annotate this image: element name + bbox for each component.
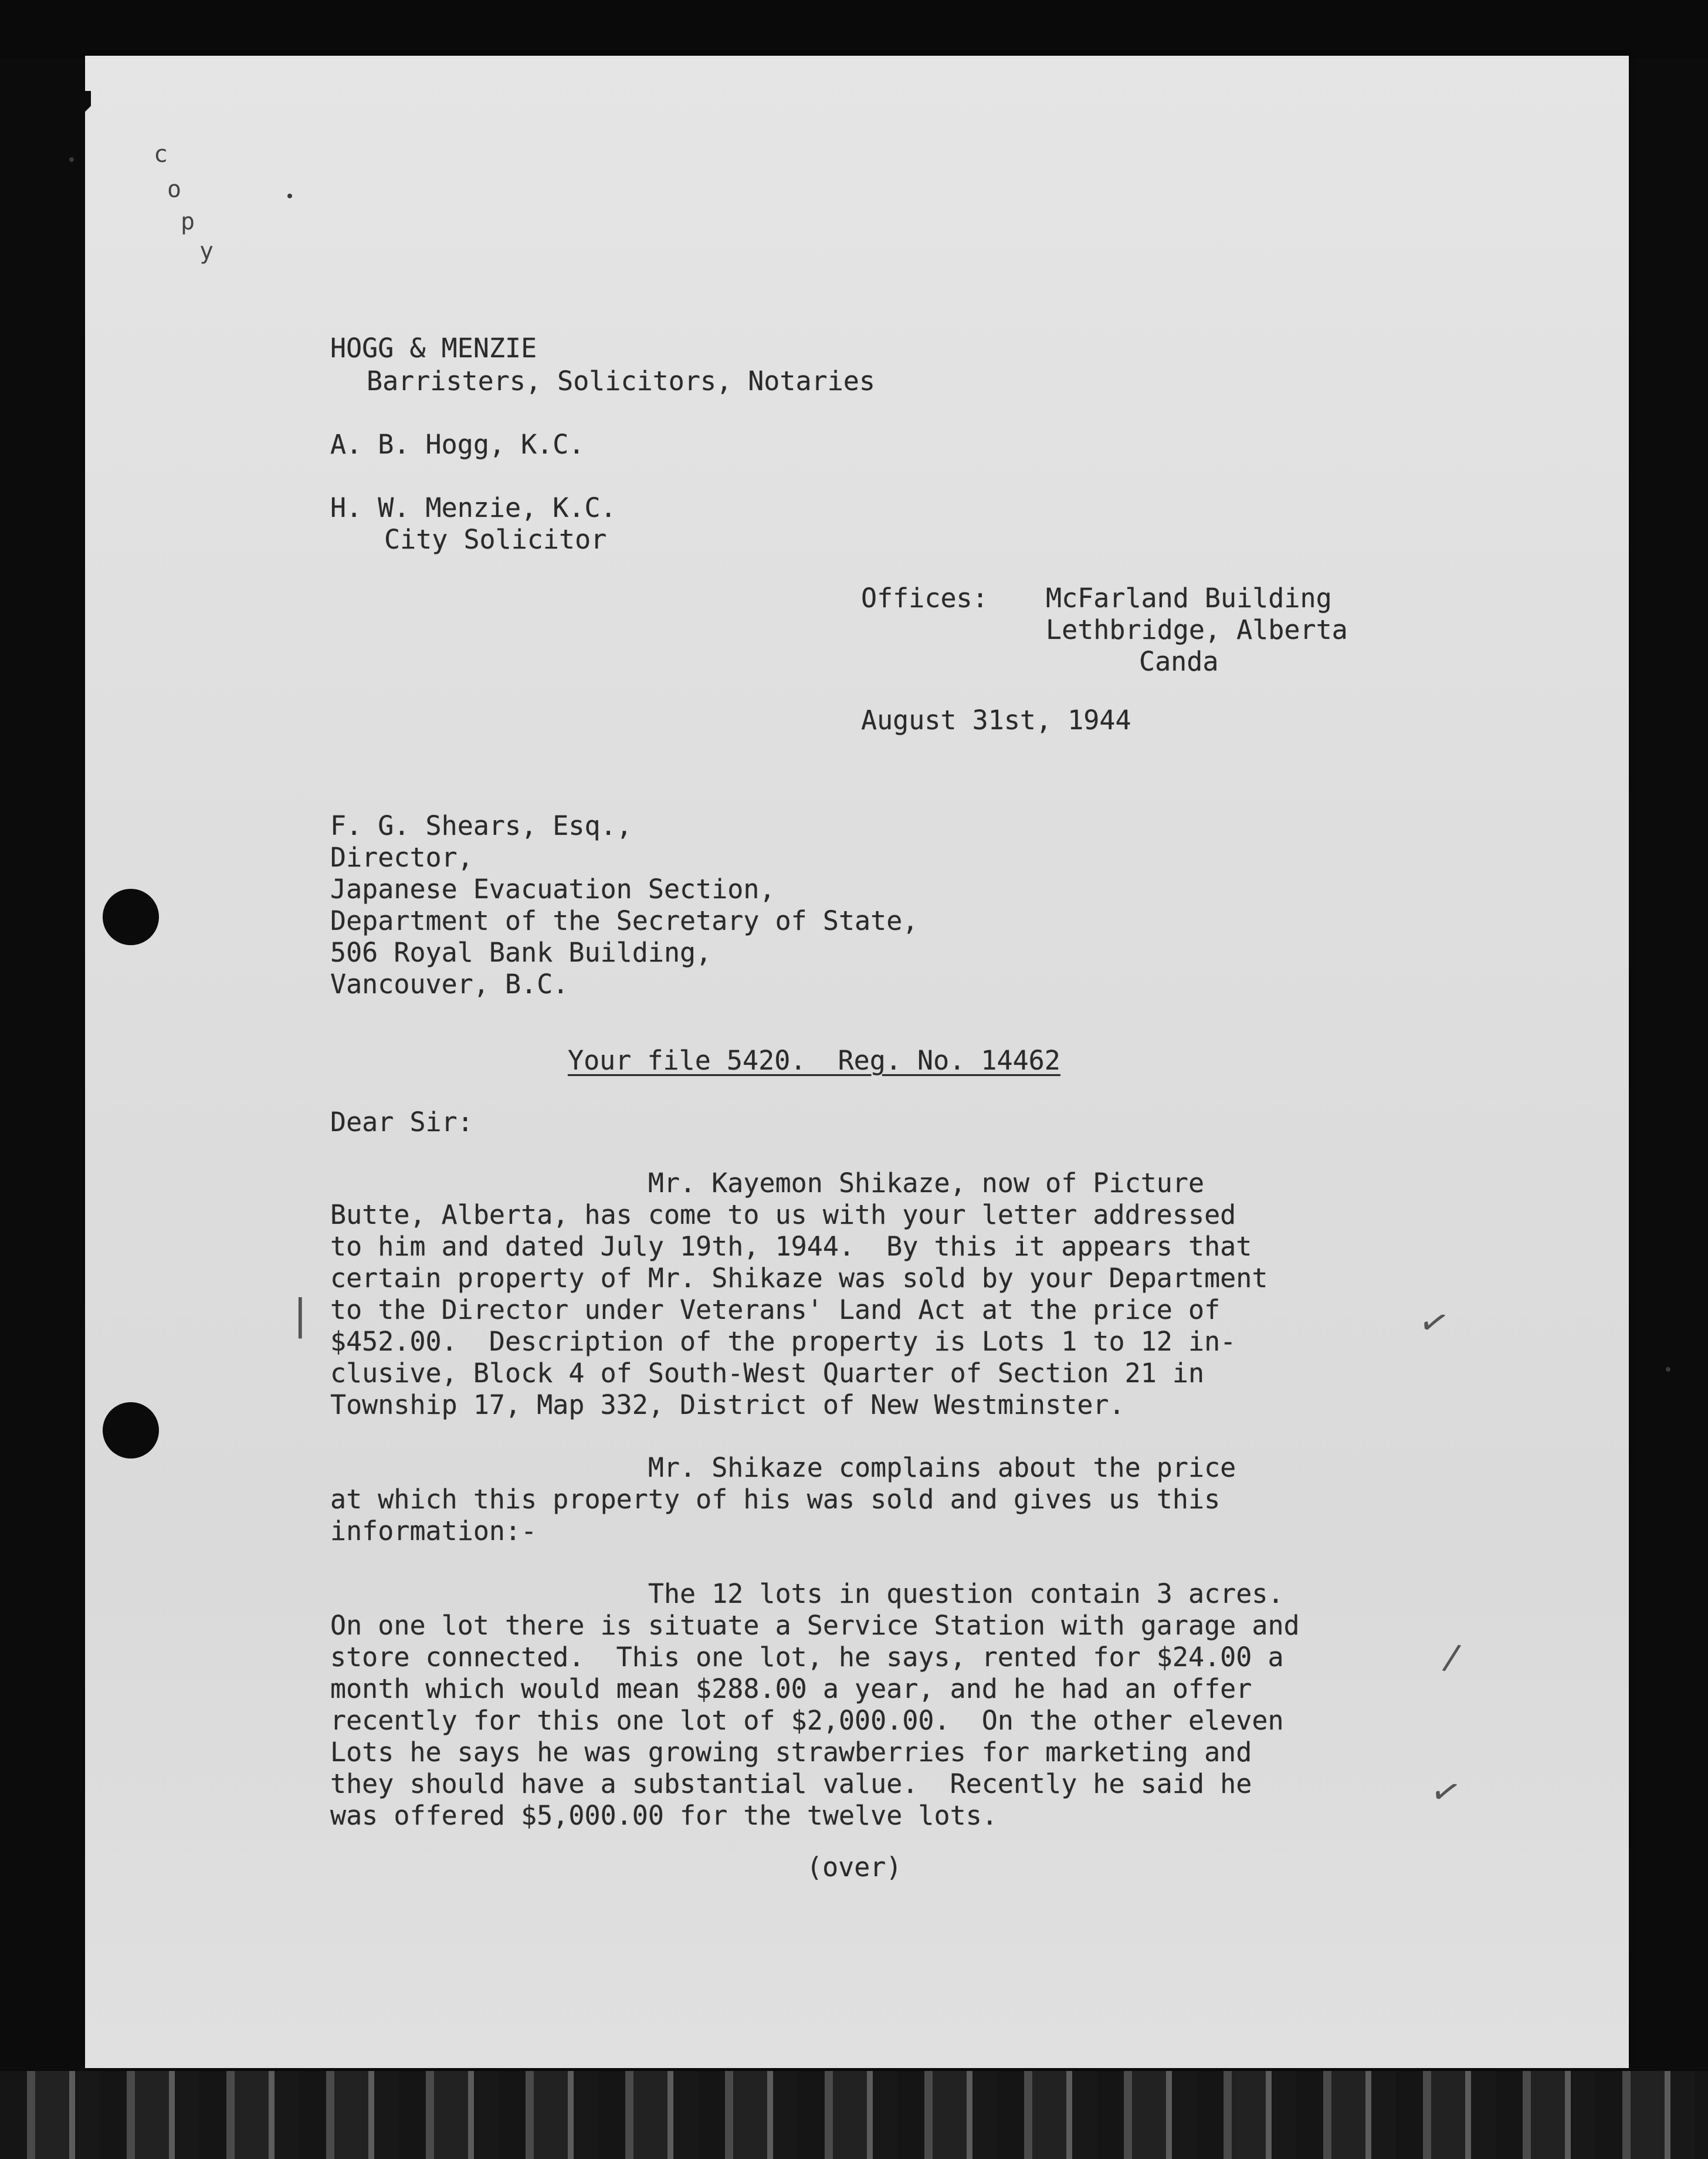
paragraph-1-line-5: to the Director under Veterans' Land Act at the price of [330, 1294, 1221, 1325]
speck [287, 194, 292, 198]
paragraph-1-line-7: clusive, Block 4 of South-West Quarter of Section 21 in [330, 1358, 1205, 1389]
speck [1666, 1367, 1670, 1372]
paragraph-1-line-1: Mr. Kayemon Shikaze, now of Picture [330, 1168, 1205, 1199]
over-note: (over) [806, 1852, 902, 1883]
paragraph-3-line-4: month which would mean $288.00 a year, and he had an offer [330, 1673, 1252, 1704]
salutation: Dear Sir: [330, 1106, 473, 1138]
paragraph-3-line-2: On one lot there is situate a Service Station with garage and [330, 1610, 1300, 1641]
letter-date: August 31st, 1944 [861, 705, 1131, 736]
paragraph-3-line-6: Lots he says he was growing strawberries for marketing and [330, 1737, 1252, 1768]
check-mark-2: / [1441, 1636, 1463, 1679]
paragraph-2-line-1: Mr. Shikaze complains about the price [330, 1452, 1236, 1483]
paragraph-2-line-2: at which this property of his was sold and gives us this [330, 1484, 1221, 1515]
file-reference: Your file 5420. Reg. No. 14462 [568, 1045, 1060, 1076]
check-mark-3: ✓ [1426, 1768, 1466, 1816]
offices-label: Offices: [861, 583, 988, 614]
offices-city: Lethbridge, Alberta [1046, 614, 1348, 645]
partner-menzie-title: City Solicitor [384, 524, 607, 555]
film-border-top [0, 0, 1708, 59]
paragraph-1-line-4: certain property of Mr. Shikaze was sold by your Department [330, 1263, 1268, 1294]
recipient-building: 506 Royal Bank Building, [330, 937, 712, 968]
copy-mark-y: y [199, 238, 214, 265]
paragraph-3-line-8: was offered $5,000.00 for the twelve lots. [330, 1800, 998, 1831]
punch-hole-bottom [103, 1402, 159, 1458]
film-border-bottom [0, 2071, 1708, 2159]
check-mark-1: ✓ [1414, 1299, 1454, 1347]
recipient-name: F. G. Shears, Esq., [330, 810, 632, 841]
firm-name: HOGG & MENZIE [330, 333, 537, 364]
recipient-section: Japanese Evacuation Section, [330, 874, 775, 905]
paragraph-3-line-5: recently for this one lot of $2,000.00. On the other eleven [330, 1705, 1284, 1736]
paragraph-1-line-8: Township 17, Map 332, District of New Westminster. [330, 1389, 1125, 1420]
paragraph-1-line-2: Butte, Alberta, has come to us with your letter addressed [330, 1199, 1236, 1230]
firm-description: Barristers, Solicitors, Notaries [367, 366, 875, 397]
margin-mark: | [293, 1291, 307, 1339]
paragraph-1-line-6: $452.00. Description of the property is Lots 1 to 12 in- [330, 1326, 1236, 1357]
partner-menzie: H. W. Menzie, K.C. [330, 492, 616, 523]
speck [69, 157, 74, 162]
offices-country: Canda [1139, 646, 1219, 677]
partner-hogg: A. B. Hogg, K.C. [330, 429, 585, 460]
paragraph-3-line-1: The 12 lots in question contain 3 acres. [330, 1578, 1284, 1609]
punch-hole-top [103, 889, 159, 945]
recipient-title: Director, [330, 842, 473, 873]
paragraph-3-line-7: they should have a substantial value. Recently he said he [330, 1768, 1252, 1799]
copy-mark-c: c [154, 141, 168, 168]
recipient-city: Vancouver, B.C. [330, 969, 569, 1000]
paragraph-1-line-3: to him and dated July 19th, 1944. By this it appears that [330, 1231, 1252, 1262]
paragraph-2-line-3: information:- [330, 1515, 537, 1547]
copy-mark-o: o [167, 176, 182, 203]
offices-building: McFarland Building [1046, 583, 1332, 614]
copy-mark-p: p [181, 208, 195, 235]
recipient-department: Department of the Secretary of State, [330, 905, 919, 936]
paragraph-3-line-3: store connected. This one lot, he says, rented for $24.00 a [330, 1642, 1284, 1673]
